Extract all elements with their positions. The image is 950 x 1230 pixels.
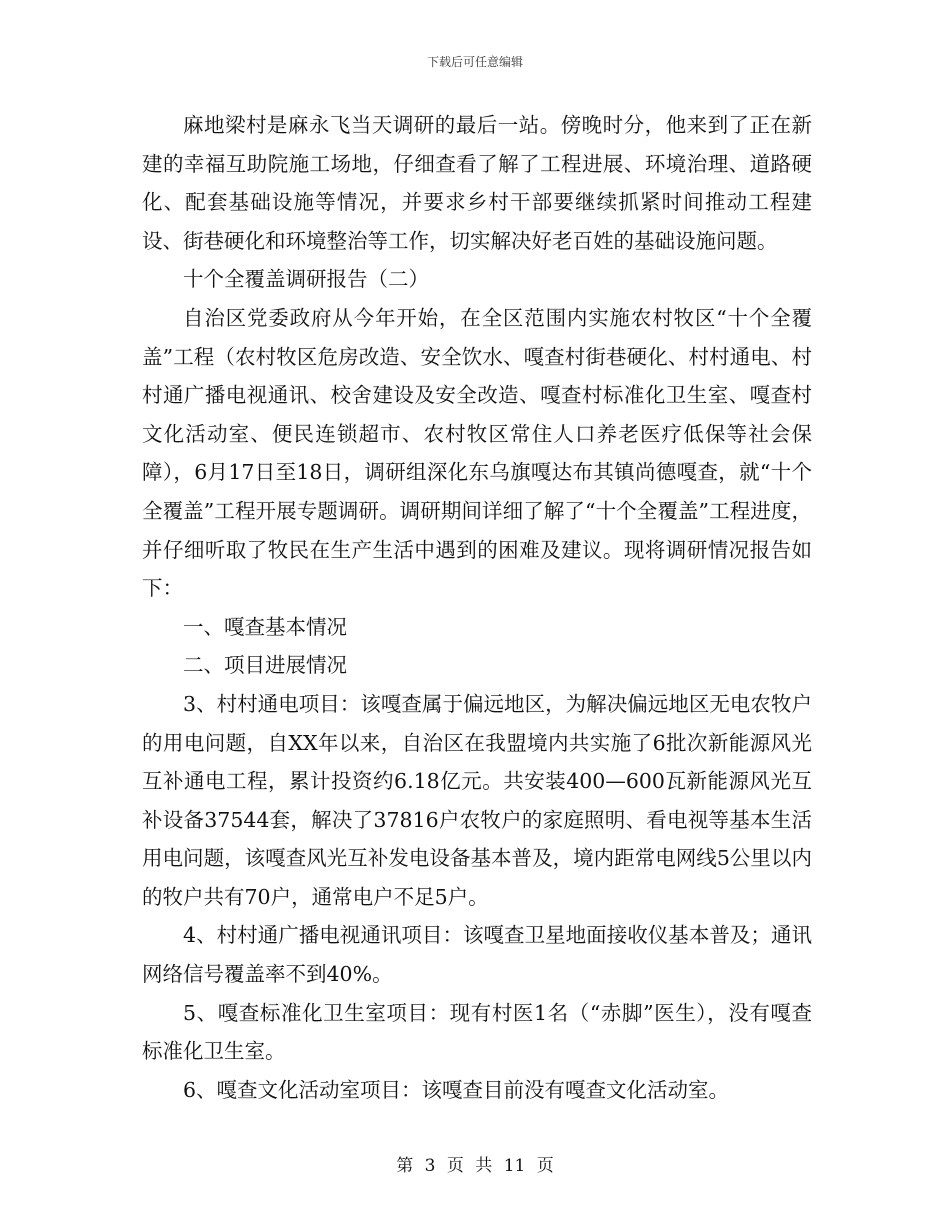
paragraph-village-visit: 麻地梁村是麻永飞当天调研的最后一站。傍晚时分，他来到了正在新建的幸福互助院施工场地，仔细查看了解了工程进展、环境治理、道路硬化、配套基础设施等情况，并要求乡村干部要继续抓紧时间推动工程建设、街巷硬化和环境整治等工作，切实解决好老百姓的基础设施问题。 bbox=[142, 113, 812, 253]
page-number: 第 3 页 共 11 页 bbox=[396, 1156, 554, 1176]
heading-project-progress: 二、项目进展情况 bbox=[183, 653, 347, 678]
paragraph-electricity-project: 3、村村通电项目：该嘎查属于偏远地区，为解决偏远地区无电农牧户的用电问题，自XX年以来，自治区在我盟境内共实施了6批次新能源风光互补通电工程，累计投资约6.18亿元。共安装400—600瓦新能源风光互补设备37544套，解决了37816户农牧户的家庭照明、看电视等基本生活用电问题，该嘎查风光互补发电设备基本普及，境内距常电网线5公里以内的牧户共有70户，通常电户不足5户。 bbox=[142, 691, 812, 909]
paragraph-introduction: 自治区党委政府从今年开始，在全区范围内实施农村牧区“十个全覆盖”工程（农村牧区危房改造、安全饮水、嘎查村街巷硬化、村村通电、村村通广播电视通讯、校舍建设及安全改造、嘎查村标准化卫生室、嘎查村文化活动室、便民连锁超市、农村牧区常住人口养老医疗低保等社会保障），6月17日至18日，调研组深化东乌旗嘎达布其镇尚德嘎查，就“十个全覆盖”工程开展专题调研。调研期间详细了解了“十个全覆盖”工程进度，并仔细听取了牧民在生产生活中遇到的困难及建议。现将调研情况报告如下： bbox=[142, 305, 812, 601]
document-body bbox=[142, 106, 812, 1109]
page-header: 下载后可任意编辑 bbox=[426, 55, 523, 69]
paragraph-culture-room-project: 6、嘎查文化活动室项目：该嘎查目前没有嘎查文化活动室。 bbox=[183, 1077, 730, 1102]
paragraph-broadcast-project: 4、村村通广播电视通讯项目：该嘎查卫星地面接收仪基本普及；通讯网络信号覆盖率不到40%。 bbox=[142, 923, 812, 987]
section-title-report-two: 十个全覆盖调研报告（二） bbox=[183, 267, 429, 292]
paragraph-clinic-project: 5、嘎查标准化卫生室项目：现有村医1名（“赤脚”医生），没有嘎查标准化卫生室。 bbox=[142, 1000, 812, 1064]
heading-basic-situation: 一、嘎查基本情况 bbox=[183, 614, 347, 639]
